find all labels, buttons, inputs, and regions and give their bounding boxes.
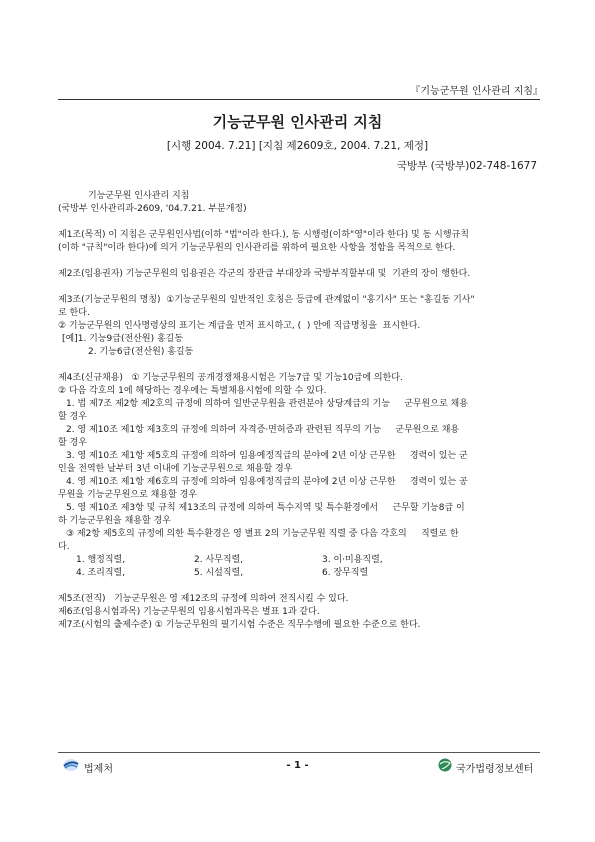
revision-note: (국방부 인사관리과-2609, '04.7.21. 부분개정) bbox=[58, 204, 247, 214]
footer-divider bbox=[58, 752, 540, 753]
series-item: 4. 조리직렬, bbox=[76, 568, 126, 578]
article-4-item-2: 2. 영 제10조 제1항 제3호의 규정에 의하여 자격증·면허증과 관련된 직무의 기능 군무원으로 채용 bbox=[66, 425, 460, 435]
article-3-example-1: [예]1. 기능9급(전산원) 홍길동 bbox=[62, 334, 184, 344]
series-item: 2. 사무직렬, bbox=[194, 555, 244, 565]
series-item: 6. 장무직렬 bbox=[322, 568, 369, 578]
article-4-item-3-cont: 인을 전역한 날부터 3년 이내에 기능군무원으로 채용할 경우 bbox=[58, 464, 293, 474]
article-3-line-2: 로 한다. bbox=[58, 308, 90, 318]
article-3-line-1: 제3조(기능군무원의 명칭) ①기능군무원의 일반적인 호칭은 등급에 관계없이 "홍기사" 또는 "홍길동 기사" bbox=[58, 295, 475, 305]
series-item: 3. 이·미용직렬, bbox=[322, 555, 383, 565]
article-3-example-2: 2. 기능6급(전산원) 홍길동 bbox=[88, 347, 194, 357]
article-4-item-1-cont: 할 경우 bbox=[58, 412, 87, 422]
article-4-para-3-cont: 다. bbox=[58, 542, 70, 552]
article-2: 제2조(임용권자) 기능군무원의 임용권은 각군의 장관급 부대장과 국방부직할부대 및 기관의 장이 행한다. bbox=[58, 269, 471, 279]
running-header: 『기능군무원 인사관리 지침』 bbox=[410, 86, 543, 97]
article-6: 제6조(임용시험과목) 기능군무원의 임용시험과목은 별표 1과 같다. bbox=[58, 607, 320, 617]
article-4-item-4-cont: 무원을 기능군무원으로 채용할 경우 bbox=[58, 490, 197, 500]
page-title: 기능군무원 인사관리 지침 bbox=[212, 113, 383, 131]
series-row-1 bbox=[58, 554, 540, 567]
article-5: 제5조(전직) 기능군무원은 영 제12조의 규정에 의하여 전직시킬 수 있다. bbox=[58, 594, 349, 604]
law-info-center-logo-icon bbox=[438, 758, 452, 772]
article-1-line-1: 제1조(목적) 이 지침은 군무원인사법(이하 "법"이라 한다.), 동 시행령(이하"영"이라 한다) 및 동 시행규칙 bbox=[58, 230, 469, 240]
article-4-item-1: 1. 법 제7조 제2항 제2호의 규정에 의하여 일반군무원을 관련분야 상당계급의 기능 군무원으로 채용 bbox=[66, 399, 468, 409]
article-4-para-3: ③ 제2항 제5호의 규정에 의한 특수환경은 영 별표 2의 기능군무원 직렬 중 다음 각호의 직렬로 한 bbox=[66, 529, 459, 539]
article-4-item-3: 3. 영 제10조 제1항 제5호의 규정에 의하여 임용예정직급의 분야에 2년 이상 근무한 경력이 있는 군 bbox=[66, 451, 468, 461]
article-4-item-2-cont: 할 경우 bbox=[58, 438, 87, 448]
article-4-item-5-cont: 하 기능군무원을 채용할 경우 bbox=[58, 516, 171, 526]
ministry-contact: 국방부 (국방부)02-748-1677 bbox=[396, 160, 537, 172]
article-4-line-2: ② 다음 각호의 1에 해당하는 경우에는 특별채용시험에 의할 수 있다. bbox=[58, 386, 327, 396]
article-3-line-3: ② 기능군무원의 인사명령상의 표기는 계급을 먼저 표시하고, ( ) 안에 직급명칭을 표시한다. bbox=[58, 321, 421, 331]
article-4-item-4: 4. 영 제10조 제1항 제6호의 규정에 의하여 임용예정직급의 분야에 2년 이상 근무한 경력이 있는 공 bbox=[66, 477, 468, 487]
article-1-line-2: (이하 "규칙"이라 한다)에 의거 기능군무원의 인사관리를 위하여 필요한 사항을 정함을 목적으로 한다. bbox=[58, 243, 456, 253]
doc-heading: 기능군무원 인사관리 지침 bbox=[88, 191, 190, 201]
page-number: - 1 - bbox=[286, 760, 309, 771]
enactment-info: [시행 2004. 7.21] [지침 제2609호, 2004. 7.21, 제정] bbox=[166, 140, 429, 152]
article-4-item-5: 5. 영 제10조 제3항 및 규칙 제13조의 규정에 의하여 특수지역 및 특수환경에서 근무할 기능8급 이 bbox=[66, 503, 465, 513]
article-7: 제7조(시험의 출제수준) ① 기능군무원의 필기시험 수준은 직무수행에 필요한 수준으로 한다. bbox=[58, 620, 421, 630]
footer-left-label: 법제처 bbox=[84, 764, 113, 775]
series-row-2 bbox=[58, 567, 540, 580]
series-item: 1. 행정직렬, bbox=[76, 555, 126, 565]
series-item: 5. 시설직렬, bbox=[194, 568, 244, 578]
article-4-line-1: 제4조(신규채용) ① 기능군무원의 공개경쟁채용시험은 기능7급 및 기능10급에 의한다. bbox=[58, 373, 403, 383]
footer-right-label: 국가법령정보센터 bbox=[456, 764, 534, 775]
header-divider bbox=[58, 99, 540, 100]
document-body bbox=[58, 190, 540, 632]
